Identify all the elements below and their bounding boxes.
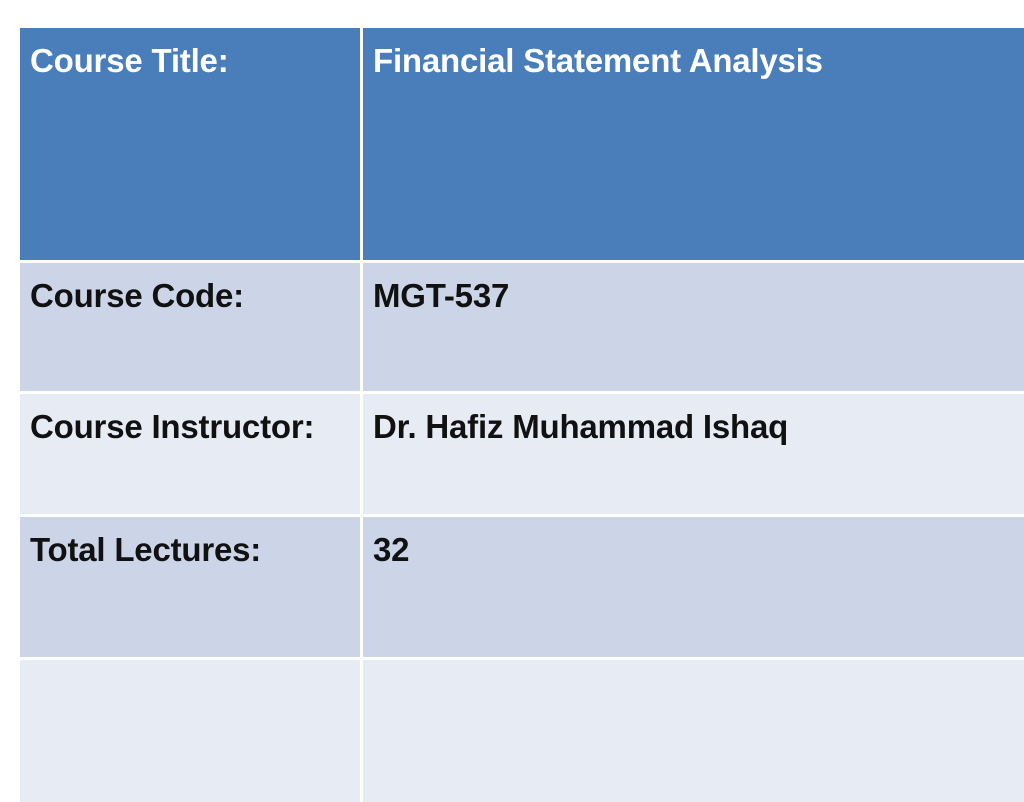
table-cell-value — [363, 517, 1024, 660]
empty-row-label — [30, 670, 350, 770]
table-cell-label — [20, 394, 363, 517]
table-cell-label — [20, 28, 363, 263]
table-cell-label — [20, 263, 363, 394]
table-cell-value — [363, 263, 1024, 394]
total-lectures-value: 32 — [373, 531, 410, 568]
course-title-label: Course Title: — [30, 42, 229, 79]
table-cell-value — [363, 394, 1024, 517]
course-instructor-value: Dr. Hafiz Muhammad Ishaq — [373, 408, 789, 445]
course-info-table — [20, 28, 1024, 802]
course-code-label: Course Code: — [30, 277, 244, 314]
empty-row-value — [373, 670, 1024, 770]
table-row — [20, 517, 1024, 660]
course-instructor-label: Course Instructor: — [30, 408, 315, 445]
table-row — [20, 394, 1024, 517]
table-cell-value — [363, 28, 1024, 263]
course-code-value: MGT-537 — [373, 277, 510, 314]
table-cell-label — [20, 660, 363, 802]
table-cell-label — [20, 517, 363, 660]
total-lectures-label: Total Lectures: — [30, 531, 262, 568]
table-row — [20, 28, 1024, 263]
table-row — [20, 660, 1024, 802]
table-row — [20, 263, 1024, 394]
table-cell-value — [363, 660, 1024, 802]
course-title-value: Financial Statement Analysis — [373, 42, 823, 79]
